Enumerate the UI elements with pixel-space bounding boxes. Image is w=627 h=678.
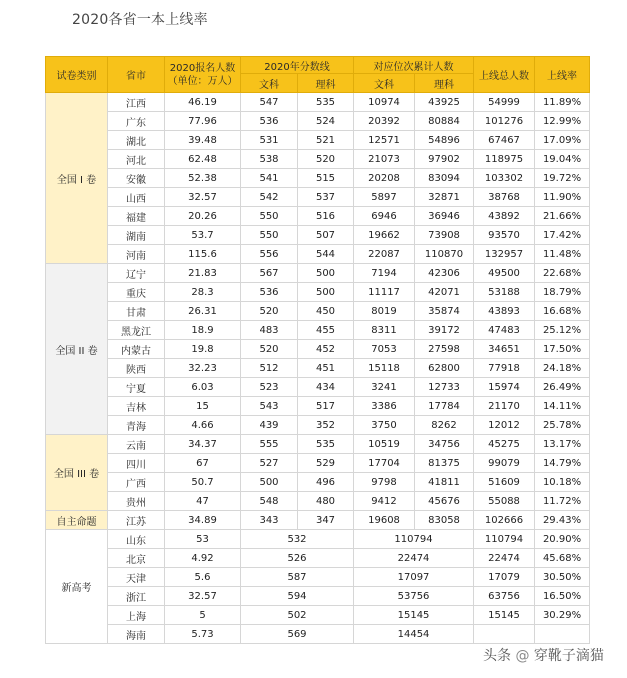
province-cell: 黑龙江 — [108, 321, 165, 340]
table-body — [46, 93, 590, 644]
total-online-cell: 67467 — [474, 131, 535, 150]
rate-cell: 10.18% — [535, 473, 590, 492]
total-online-cell: 63756 — [474, 587, 535, 606]
science-score-cell: 516 — [298, 207, 354, 226]
group-label: 全国 II 卷 — [46, 264, 108, 435]
total-online-cell: 110794 — [474, 530, 535, 549]
arts-cumulative-cell: 7194 — [354, 264, 415, 283]
table-row — [46, 454, 590, 473]
applicants-cell: 4.92 — [165, 549, 241, 568]
science-cumulative-cell: 80884 — [415, 112, 474, 131]
arts-score-cell: 483 — [241, 321, 298, 340]
province-cell: 北京 — [108, 549, 165, 568]
science-score-cell: 500 — [298, 264, 354, 283]
science-score-cell: 450 — [298, 302, 354, 321]
total-online-cell: 51609 — [474, 473, 535, 492]
rate-cell: 22.68% — [535, 264, 590, 283]
arts-cumulative-cell: 22087 — [354, 245, 415, 264]
table-row — [46, 207, 590, 226]
watermark — [483, 645, 604, 665]
arts-cumulative-cell: 3750 — [354, 416, 415, 435]
table-row — [46, 606, 590, 625]
cumulative-cell: 110794 — [354, 530, 474, 549]
table-row — [46, 188, 590, 207]
table-row — [46, 340, 590, 359]
arts-score-cell: 343 — [241, 511, 298, 530]
applicants-cell: 53 — [165, 530, 241, 549]
total-online-cell: 54999 — [474, 93, 535, 112]
col-header-rate: 上线率 — [535, 57, 590, 93]
table-row — [46, 245, 590, 264]
rate-cell: 20.90% — [535, 530, 590, 549]
col-header-arts: 文科 — [241, 74, 298, 93]
province-cell: 江苏 — [108, 511, 165, 530]
total-online-cell: 55088 — [474, 492, 535, 511]
arts-score-cell: 520 — [241, 302, 298, 321]
province-cell: 甘肃 — [108, 302, 165, 321]
applicants-cell: 47 — [165, 492, 241, 511]
science-score-cell: 521 — [298, 131, 354, 150]
arts-score-cell: 439 — [241, 416, 298, 435]
science-score-cell: 500 — [298, 283, 354, 302]
province-cell: 广东 — [108, 112, 165, 131]
arts-cumulative-cell: 20392 — [354, 112, 415, 131]
arts-cumulative-cell: 9412 — [354, 492, 415, 511]
province-cell: 青海 — [108, 416, 165, 435]
arts-score-cell: 531 — [241, 131, 298, 150]
applicants-cell: 46.19 — [165, 93, 241, 112]
cumulative-cell: 15145 — [354, 606, 474, 625]
science-cumulative-cell: 12733 — [415, 378, 474, 397]
rate-cell: 14.79% — [535, 454, 590, 473]
arts-cumulative-cell: 19662 — [354, 226, 415, 245]
col-header-arts-cumulative: 文科 — [354, 74, 415, 93]
applicants-cell: 20.26 — [165, 207, 241, 226]
province-cell: 山西 — [108, 188, 165, 207]
province-cell: 海南 — [108, 625, 165, 644]
applicants-cell: 62.48 — [165, 150, 241, 169]
arts-cumulative-cell: 8019 — [354, 302, 415, 321]
applicants-cell: 67 — [165, 454, 241, 473]
science-score-cell: 434 — [298, 378, 354, 397]
science-cumulative-cell: 35874 — [415, 302, 474, 321]
applicants-cell: 6.03 — [165, 378, 241, 397]
table-row — [46, 378, 590, 397]
total-online-cell: 15145 — [474, 606, 535, 625]
arts-score-cell: 527 — [241, 454, 298, 473]
applicants-cell: 77.96 — [165, 112, 241, 131]
rate-cell: 11.72% — [535, 492, 590, 511]
applicants-cell: 28.3 — [165, 283, 241, 302]
total-online-cell: 21170 — [474, 397, 535, 416]
applicants-cell: 21.83 — [165, 264, 241, 283]
science-cumulative-cell: 83058 — [415, 511, 474, 530]
score-line-cell: 594 — [241, 587, 354, 606]
arts-cumulative-cell: 8311 — [354, 321, 415, 340]
science-score-cell: 529 — [298, 454, 354, 473]
science-cumulative-cell: 39172 — [415, 321, 474, 340]
cumulative-cell: 17097 — [354, 568, 474, 587]
page-title: 2020各省一本上线率 — [72, 12, 208, 28]
science-cumulative-cell: 27598 — [415, 340, 474, 359]
province-cell: 安徽 — [108, 169, 165, 188]
arts-score-cell: 500 — [241, 473, 298, 492]
col-header-score-line: 2020年分数线 — [241, 57, 354, 74]
science-cumulative-cell: 81375 — [415, 454, 474, 473]
applicants-cell: 26.31 — [165, 302, 241, 321]
applicants-cell: 5 — [165, 606, 241, 625]
province-cell: 四川 — [108, 454, 165, 473]
arts-score-cell: 567 — [241, 264, 298, 283]
score-line-cell: 587 — [241, 568, 354, 587]
arts-score-cell: 538 — [241, 150, 298, 169]
table-row — [46, 625, 590, 644]
province-cell: 福建 — [108, 207, 165, 226]
science-score-cell: 480 — [298, 492, 354, 511]
science-score-cell: 524 — [298, 112, 354, 131]
total-online-cell: 15974 — [474, 378, 535, 397]
arts-cumulative-cell: 7053 — [354, 340, 415, 359]
applicants-cell: 4.66 — [165, 416, 241, 435]
total-online-cell — [474, 625, 535, 644]
science-score-cell: 347 — [298, 511, 354, 530]
applicants-cell: 52.38 — [165, 169, 241, 188]
rate-cell: 45.68% — [535, 549, 590, 568]
science-cumulative-cell: 45676 — [415, 492, 474, 511]
score-table — [45, 56, 590, 644]
science-cumulative-cell: 62800 — [415, 359, 474, 378]
total-online-cell: 77918 — [474, 359, 535, 378]
total-online-cell: 34651 — [474, 340, 535, 359]
rate-cell — [535, 625, 590, 644]
science-score-cell: 544 — [298, 245, 354, 264]
table-row — [46, 321, 590, 340]
total-online-cell: 43892 — [474, 207, 535, 226]
arts-score-cell: 541 — [241, 169, 298, 188]
rate-cell: 21.66% — [535, 207, 590, 226]
applicants-cell: 32.57 — [165, 188, 241, 207]
table-row — [46, 511, 590, 530]
applicants-cell: 34.89 — [165, 511, 241, 530]
col-header-applicants-line2: （单位：万人） — [167, 75, 238, 87]
science-score-cell: 515 — [298, 169, 354, 188]
science-cumulative-cell: 17784 — [415, 397, 474, 416]
province-cell: 河北 — [108, 150, 165, 169]
table-row — [46, 416, 590, 435]
rate-cell: 12.99% — [535, 112, 590, 131]
province-cell: 浙江 — [108, 587, 165, 606]
science-score-cell: 520 — [298, 150, 354, 169]
score-line-cell: 569 — [241, 625, 354, 644]
province-cell: 宁夏 — [108, 378, 165, 397]
table-row — [46, 492, 590, 511]
science-cumulative-cell: 110870 — [415, 245, 474, 264]
province-cell: 重庆 — [108, 283, 165, 302]
score-line-cell: 532 — [241, 530, 354, 549]
score-line-cell: 502 — [241, 606, 354, 625]
total-online-cell: 43893 — [474, 302, 535, 321]
province-cell: 江西 — [108, 93, 165, 112]
rate-cell: 19.04% — [535, 150, 590, 169]
table-row — [46, 359, 590, 378]
col-header-science-cumulative: 理科 — [415, 74, 474, 93]
province-cell: 陕西 — [108, 359, 165, 378]
table-row — [46, 264, 590, 283]
arts-cumulative-cell: 5897 — [354, 188, 415, 207]
cumulative-cell: 53756 — [354, 587, 474, 606]
total-online-cell: 93570 — [474, 226, 535, 245]
rate-cell: 17.50% — [535, 340, 590, 359]
arts-score-cell: 550 — [241, 226, 298, 245]
applicants-cell: 39.48 — [165, 131, 241, 150]
watermark-site: 头条 — [483, 648, 511, 664]
science-cumulative-cell: 83094 — [415, 169, 474, 188]
arts-cumulative-cell: 10519 — [354, 435, 415, 454]
table-row — [46, 131, 590, 150]
col-header-total-online: 上线总人数 — [474, 57, 535, 93]
rate-cell: 30.29% — [535, 606, 590, 625]
rate-cell: 29.43% — [535, 511, 590, 530]
group-label: 全国 I 卷 — [46, 93, 108, 264]
group-label: 自主命题 — [46, 511, 108, 530]
science-cumulative-cell: 97902 — [415, 150, 474, 169]
science-score-cell: 517 — [298, 397, 354, 416]
arts-score-cell: 536 — [241, 112, 298, 131]
rate-cell: 14.11% — [535, 397, 590, 416]
arts-score-cell: 555 — [241, 435, 298, 454]
arts-score-cell: 542 — [241, 188, 298, 207]
watermark-separator: @ — [515, 648, 530, 664]
science-cumulative-cell: 36946 — [415, 207, 474, 226]
province-cell: 贵州 — [108, 492, 165, 511]
arts-score-cell: 556 — [241, 245, 298, 264]
rate-cell: 16.50% — [535, 587, 590, 606]
table-row — [46, 283, 590, 302]
arts-cumulative-cell: 12571 — [354, 131, 415, 150]
arts-cumulative-cell: 11117 — [354, 283, 415, 302]
science-score-cell: 537 — [298, 188, 354, 207]
col-header-applicants-line1: 2020报名人数 — [169, 62, 236, 74]
arts-score-cell: 543 — [241, 397, 298, 416]
arts-score-cell: 548 — [241, 492, 298, 511]
province-cell: 山东 — [108, 530, 165, 549]
cumulative-cell: 22474 — [354, 549, 474, 568]
rate-cell: 24.18% — [535, 359, 590, 378]
table-row — [46, 435, 590, 454]
total-online-cell: 47483 — [474, 321, 535, 340]
rate-cell: 18.79% — [535, 283, 590, 302]
province-cell: 河南 — [108, 245, 165, 264]
applicants-cell: 15 — [165, 397, 241, 416]
total-online-cell: 118975 — [474, 150, 535, 169]
arts-cumulative-cell: 17704 — [354, 454, 415, 473]
col-header-province: 省市 — [108, 57, 165, 93]
science-cumulative-cell: 54896 — [415, 131, 474, 150]
science-cumulative-cell: 43925 — [415, 93, 474, 112]
applicants-cell: 53.7 — [165, 226, 241, 245]
arts-score-cell: 512 — [241, 359, 298, 378]
total-online-cell: 53188 — [474, 283, 535, 302]
total-online-cell: 12012 — [474, 416, 535, 435]
table-row — [46, 112, 590, 131]
table-row — [46, 169, 590, 188]
province-cell: 吉林 — [108, 397, 165, 416]
applicants-cell: 115.6 — [165, 245, 241, 264]
science-score-cell: 352 — [298, 416, 354, 435]
group-label: 全国 III 卷 — [46, 435, 108, 511]
cumulative-cell: 14454 — [354, 625, 474, 644]
rate-cell: 25.78% — [535, 416, 590, 435]
arts-cumulative-cell: 3241 — [354, 378, 415, 397]
rate-cell: 13.17% — [535, 435, 590, 454]
science-score-cell: 535 — [298, 435, 354, 454]
rate-cell: 30.50% — [535, 568, 590, 587]
science-score-cell: 452 — [298, 340, 354, 359]
col-header-applicants — [165, 57, 241, 93]
arts-score-cell: 523 — [241, 378, 298, 397]
applicants-cell: 32.23 — [165, 359, 241, 378]
science-score-cell: 451 — [298, 359, 354, 378]
applicants-cell: 5.6 — [165, 568, 241, 587]
table-row — [46, 587, 590, 606]
science-cumulative-cell: 42071 — [415, 283, 474, 302]
total-online-cell: 38768 — [474, 188, 535, 207]
science-cumulative-cell: 41811 — [415, 473, 474, 492]
total-online-cell: 99079 — [474, 454, 535, 473]
arts-cumulative-cell: 9798 — [354, 473, 415, 492]
watermark-author: 穿靴子滴猫 — [533, 648, 604, 664]
applicants-cell: 19.8 — [165, 340, 241, 359]
province-cell: 内蒙古 — [108, 340, 165, 359]
rate-cell: 16.68% — [535, 302, 590, 321]
applicants-cell: 34.37 — [165, 435, 241, 454]
science-cumulative-cell: 8262 — [415, 416, 474, 435]
rate-cell: 19.72% — [535, 169, 590, 188]
header-row — [46, 57, 590, 74]
col-header-category: 试卷类别 — [46, 57, 108, 93]
total-online-cell: 101276 — [474, 112, 535, 131]
total-online-cell: 17079 — [474, 568, 535, 587]
table-row — [46, 473, 590, 492]
science-cumulative-cell: 32871 — [415, 188, 474, 207]
province-cell: 辽宁 — [108, 264, 165, 283]
table-row — [46, 226, 590, 245]
col-header-cumulative: 对应位次累计人数 — [354, 57, 474, 74]
arts-cumulative-cell: 3386 — [354, 397, 415, 416]
arts-cumulative-cell: 10974 — [354, 93, 415, 112]
science-cumulative-cell: 73908 — [415, 226, 474, 245]
rate-cell: 11.89% — [535, 93, 590, 112]
rate-cell: 11.48% — [535, 245, 590, 264]
applicants-cell: 50.7 — [165, 473, 241, 492]
score-line-cell: 526 — [241, 549, 354, 568]
group-label: 新高考 — [46, 530, 108, 644]
total-online-cell: 102666 — [474, 511, 535, 530]
province-cell: 云南 — [108, 435, 165, 454]
arts-score-cell: 520 — [241, 340, 298, 359]
total-online-cell: 22474 — [474, 549, 535, 568]
province-cell: 湖北 — [108, 131, 165, 150]
applicants-cell: 18.9 — [165, 321, 241, 340]
science-score-cell: 535 — [298, 93, 354, 112]
arts-score-cell: 547 — [241, 93, 298, 112]
science-score-cell: 507 — [298, 226, 354, 245]
science-score-cell: 455 — [298, 321, 354, 340]
total-online-cell: 49500 — [474, 264, 535, 283]
science-cumulative-cell: 42306 — [415, 264, 474, 283]
arts-score-cell: 536 — [241, 283, 298, 302]
arts-cumulative-cell: 19608 — [354, 511, 415, 530]
arts-cumulative-cell: 6946 — [354, 207, 415, 226]
table-row — [46, 568, 590, 587]
applicants-cell: 5.73 — [165, 625, 241, 644]
total-online-cell: 132957 — [474, 245, 535, 264]
arts-cumulative-cell: 21073 — [354, 150, 415, 169]
province-cell: 天津 — [108, 568, 165, 587]
province-cell: 湖南 — [108, 226, 165, 245]
arts-cumulative-cell: 20208 — [354, 169, 415, 188]
arts-score-cell: 550 — [241, 207, 298, 226]
table-row — [46, 150, 590, 169]
total-online-cell: 45275 — [474, 435, 535, 454]
table-row — [46, 397, 590, 416]
table-row — [46, 302, 590, 321]
rate-cell: 11.90% — [535, 188, 590, 207]
rate-cell: 26.49% — [535, 378, 590, 397]
rate-cell: 25.12% — [535, 321, 590, 340]
col-header-science: 理科 — [298, 74, 354, 93]
total-online-cell: 103302 — [474, 169, 535, 188]
science-cumulative-cell: 34756 — [415, 435, 474, 454]
rate-cell: 17.42% — [535, 226, 590, 245]
table-row — [46, 530, 590, 549]
science-score-cell: 496 — [298, 473, 354, 492]
province-cell: 上海 — [108, 606, 165, 625]
applicants-cell: 32.57 — [165, 587, 241, 606]
province-cell: 广西 — [108, 473, 165, 492]
table-row — [46, 549, 590, 568]
table-row — [46, 93, 590, 112]
rate-cell: 17.09% — [535, 131, 590, 150]
arts-cumulative-cell: 15118 — [354, 359, 415, 378]
